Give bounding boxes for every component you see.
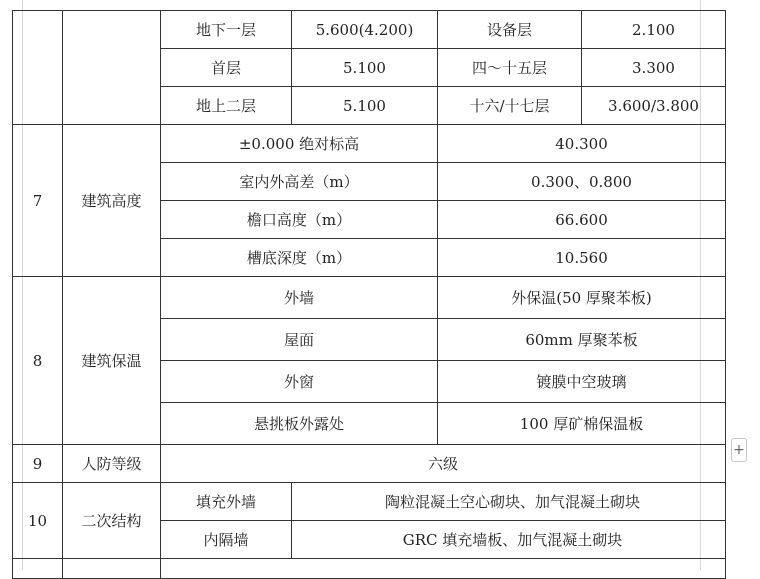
item-title-cell xyxy=(63,559,161,579)
civil-defense-row xyxy=(13,445,726,483)
floor-height-value: 3.600/3.800 xyxy=(582,87,726,125)
wall-material: GRC 填充墙板、加气混凝土砌块 xyxy=(292,521,726,559)
insulation-location: 悬挑板外露处 xyxy=(161,403,438,445)
insulation-material: 镀膜中空玻璃 xyxy=(438,361,726,403)
add-row-button[interactable]: + xyxy=(731,438,747,462)
content-cell xyxy=(161,559,726,579)
floor-height-value: 5.600(4.200) xyxy=(292,11,438,49)
floor-label: 首层 xyxy=(161,49,292,87)
wall-type: 填充外墙 xyxy=(161,483,292,521)
item-number-cell xyxy=(13,11,63,125)
item-title: 建筑保温 xyxy=(63,277,161,445)
height-value: 0.300、0.800 xyxy=(438,163,726,201)
height-label: 室内外高差（m） xyxy=(161,163,438,201)
insulation-row xyxy=(13,277,726,319)
height-label: 檐口高度（m） xyxy=(161,201,438,239)
floor-label: 地上二层 xyxy=(161,87,292,125)
height-label: ±0.000 绝对标高 xyxy=(161,125,438,163)
wall-material: 陶粒混凝土空心砌块、加气混凝土砌块 xyxy=(292,483,726,521)
height-value: 10.560 xyxy=(438,239,726,277)
item-number-cell xyxy=(13,559,63,579)
specification-table xyxy=(12,10,726,579)
wall-type: 内隔墙 xyxy=(161,521,292,559)
height-label: 槽底深度（m） xyxy=(161,239,438,277)
height-value: 40.300 xyxy=(438,125,726,163)
floor-height-value: 5.100 xyxy=(292,87,438,125)
insulation-location: 外窗 xyxy=(161,361,438,403)
floor-label: 地下一层 xyxy=(161,11,292,49)
item-title-cell xyxy=(63,11,161,125)
insulation-material: 外保温(50 厚聚苯板) xyxy=(438,277,726,319)
floor-label: 设备层 xyxy=(438,11,582,49)
building-height-row xyxy=(13,125,726,163)
secondary-structure-row xyxy=(13,483,726,521)
item-title: 人防等级 xyxy=(63,445,161,483)
floor-height-value: 3.300 xyxy=(582,49,726,87)
insulation-location: 屋面 xyxy=(161,319,438,361)
item-number: 7 xyxy=(13,125,63,277)
floor-height-row xyxy=(13,11,726,49)
floor-label: 四～十五层 xyxy=(438,49,582,87)
item-title: 建筑高度 xyxy=(63,125,161,277)
insulation-location: 外墙 xyxy=(161,277,438,319)
floor-height-value: 5.100 xyxy=(292,49,438,87)
item-number: 8 xyxy=(13,277,63,445)
item-title: 二次结构 xyxy=(63,483,161,559)
insulation-material: 100 厚矿棉保温板 xyxy=(438,403,726,445)
floor-height-value: 2.100 xyxy=(582,11,726,49)
floor-label: 十六/十七层 xyxy=(438,87,582,125)
civil-defense-level: 六级 xyxy=(161,445,726,483)
table-row-partial xyxy=(13,559,726,579)
item-number: 10 xyxy=(13,483,63,559)
insulation-material: 60mm 厚聚苯板 xyxy=(438,319,726,361)
item-number: 9 xyxy=(13,445,63,483)
height-value: 66.600 xyxy=(438,201,726,239)
